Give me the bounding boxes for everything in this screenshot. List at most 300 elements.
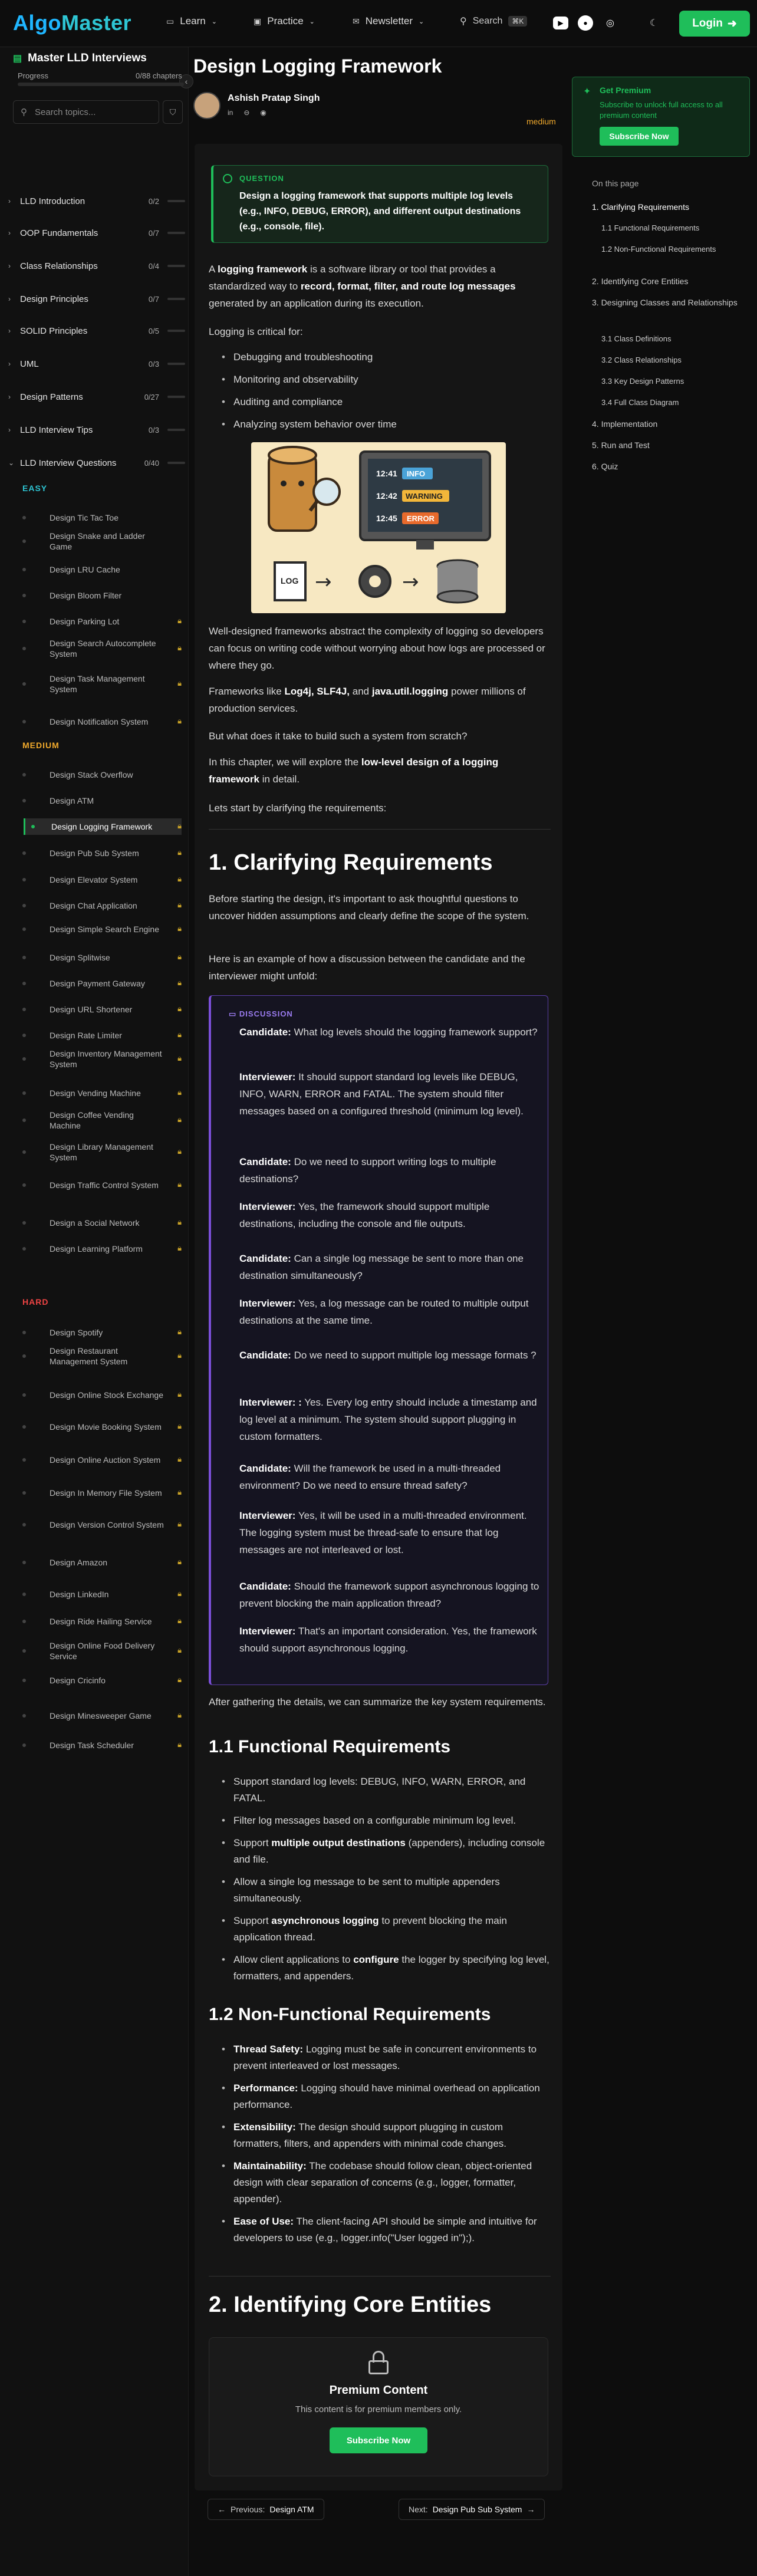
arrow-icon: → xyxy=(315,570,332,594)
interviewer-line xyxy=(239,1068,540,1120)
status-dot xyxy=(22,647,26,650)
search-button[interactable] xyxy=(460,15,527,27)
interviewer-line xyxy=(239,1623,540,1657)
sidebar-section[interactable] xyxy=(8,290,185,308)
heading-functional: 1.1 Functional Requirements xyxy=(209,1737,451,1756)
abstract-paragraph: Well-designed frameworks abstract the complexity of logging so developers can focus on writing code without worrying about how logs are processed or where they go. xyxy=(209,626,545,671)
status-dot xyxy=(22,1150,26,1154)
sidebar-section-count: 0/7 xyxy=(148,228,159,238)
sidebar-section-count: 0/7 xyxy=(148,294,159,304)
toc-item[interactable]: 6. Quiz xyxy=(592,462,618,471)
search-placeholder: Search topics... xyxy=(35,107,96,117)
sidebar-item-label: Design Movie Booking System xyxy=(50,1422,162,1432)
lock-icon: 🔒︎ xyxy=(177,1422,182,1431)
sidebar-item[interactable] xyxy=(28,561,182,578)
toc-item[interactable]: 4. Implementation xyxy=(592,419,658,429)
status-dot xyxy=(22,956,26,959)
speaker: Interviewer: xyxy=(239,1071,296,1083)
github-icon[interactable]: ● xyxy=(578,15,593,31)
status-dot xyxy=(22,1354,26,1358)
sidebar-item-label: Design Pub Sub System xyxy=(50,848,139,858)
book-icon: ▤ xyxy=(13,54,22,64)
chapter-paragraph: In this chapter, we will explore the low-level design of a logging framework in detail. xyxy=(209,756,499,785)
sidebar-section-label: LLD Interview Tips xyxy=(20,425,93,435)
theme-toggle-icon[interactable]: ☾ xyxy=(649,18,659,28)
list-item: • Monitoring and observability xyxy=(222,371,552,388)
sidebar-item-label: Design URL Shortener xyxy=(50,1005,133,1014)
section-progress-bar xyxy=(167,200,185,202)
candidate-line xyxy=(239,1250,540,1284)
lock-icon: 🔒︎ xyxy=(177,1328,182,1337)
log-level: WARNING xyxy=(406,492,443,501)
candidate-line xyxy=(239,1578,540,1612)
sidebar-item-label: Design Parking Lot xyxy=(50,617,120,626)
search-label: Search xyxy=(472,16,503,26)
sidebar-item[interactable] xyxy=(28,792,182,809)
sidebar-section-count: 0/40 xyxy=(144,458,159,468)
speech: Can a single log message be sent to more than one destination simultaneously? xyxy=(239,1253,524,1281)
sidebar-item[interactable] xyxy=(28,766,182,783)
list-item: • Support multiple output destinations (appenders), including console and file. xyxy=(222,1835,552,1868)
sidebar-section-label: OOP Fundamentals xyxy=(20,228,98,238)
lock-icon: 🔒︎ xyxy=(177,1676,182,1685)
nav-learn-label: Learn xyxy=(180,15,206,27)
sidebar-item[interactable] xyxy=(28,1708,182,1724)
sidebar-item-label: Design Library Management System xyxy=(50,1142,153,1162)
list-item: • Allow client applications to configure the logger by specifying log level, formatters, and appenders. xyxy=(222,1952,552,1985)
search-icon: ⚲ xyxy=(460,17,467,27)
chevron-right-icon: › xyxy=(8,262,11,270)
author-name: Ashish Pratap Singh xyxy=(228,93,320,103)
sidebar-item-label: Design Search Autocomplete System xyxy=(50,639,156,659)
list-item: • Support standard log levels: DEBUG, INFO, WARN, ERROR, and FATAL. xyxy=(222,1774,552,1807)
interviewer-line xyxy=(239,1394,540,1445)
toc-item[interactable]: 2. Identifying Core Entities xyxy=(592,277,689,286)
sidebar-section-label: SOLID Principles xyxy=(20,325,88,336)
sidebar-item-label: Design Learning Platform xyxy=(50,1244,143,1254)
status-dot xyxy=(22,1679,26,1682)
sidebar-item[interactable] xyxy=(28,1513,182,1537)
sidebar-item-label: Design Vending Machine xyxy=(50,1088,141,1098)
sidebar-section[interactable] xyxy=(8,192,185,210)
sidebar-item-label: Design Splitwise xyxy=(50,953,110,962)
gear-hole xyxy=(369,575,381,587)
status-dot xyxy=(22,904,26,907)
speaker: Candidate: xyxy=(239,1156,291,1167)
sidebar-item-label: Design Notification System xyxy=(50,717,149,726)
sidebar-item[interactable] xyxy=(28,1586,182,1603)
sidebar-item[interactable] xyxy=(28,897,182,914)
sidebar-item-label: Design Online Auction System xyxy=(50,1455,161,1465)
sidebar-item[interactable] xyxy=(28,1639,182,1663)
status-dot xyxy=(22,539,26,543)
sidebar-item-label: Design a Social Network xyxy=(50,1218,140,1228)
sidebar-item-label: Design Payment Gateway xyxy=(50,979,145,988)
scratch-paragraph: But what does it take to build such a system from scratch? xyxy=(209,731,468,742)
divider xyxy=(209,829,551,830)
sidebar-item[interactable] xyxy=(28,1737,182,1753)
lock-icon: 🔒︎ xyxy=(177,717,182,726)
sidebar-item[interactable] xyxy=(28,1140,182,1164)
status-dot xyxy=(22,1331,26,1334)
log-top xyxy=(269,447,316,463)
discord-icon[interactable]: ◎ xyxy=(606,18,614,28)
login-label: Login xyxy=(692,17,723,29)
lock-icon: 🔒︎ xyxy=(177,1116,182,1124)
sidebar-section-label: Design Principles xyxy=(20,294,88,304)
sidebar-item[interactable] xyxy=(28,713,182,730)
lock-icon: 🔒︎ xyxy=(177,1390,182,1399)
start-paragraph: Lets start by clarifying the requirements: xyxy=(209,802,387,814)
sidebar-section[interactable] xyxy=(8,454,185,472)
get-premium-card xyxy=(572,77,750,157)
candidate-line xyxy=(239,1460,540,1494)
speaker: Candidate: xyxy=(239,1463,291,1474)
previous-button[interactable]: ← Previous: Design ATM xyxy=(208,2499,324,2520)
get-premium-title: Get Premium xyxy=(600,85,651,95)
login-icon: ➜ xyxy=(727,17,737,30)
progress-bar xyxy=(18,83,184,86)
question-text: Design a logging framework that supports multiple log levels (e.g., INFO, DEBUG, ERROR), and different output destinations (e.g., console, file). xyxy=(239,191,521,232)
sidebar-title xyxy=(13,52,147,65)
logging-illustration xyxy=(251,442,506,613)
toc-item[interactable]: 3.4 Full Class Diagram xyxy=(601,398,679,407)
status-dot xyxy=(22,1183,26,1187)
lock-icon xyxy=(368,2351,389,2373)
sidebar-item[interactable] xyxy=(28,1108,182,1132)
sidebar-item[interactable] xyxy=(28,637,182,660)
sidebar-section[interactable] xyxy=(8,388,185,406)
sidebar-section[interactable] xyxy=(8,257,185,275)
chevron-down-icon: ⌄ xyxy=(211,18,217,25)
chevron-right-icon: › xyxy=(8,426,11,434)
sidebar-title-text: Master LLD Interviews xyxy=(28,52,147,64)
speaker: Interviewer: : xyxy=(239,1397,302,1408)
sidebar-item-label: Design ATM xyxy=(50,796,94,805)
status-dot xyxy=(22,1714,26,1718)
log-character xyxy=(269,454,316,531)
speech: Yes, a log message can be routed to multiple output destinations at the same time. xyxy=(239,1298,529,1326)
nav-newsletter-label: Newsletter xyxy=(365,15,413,27)
lock-icon: 🔒︎ xyxy=(177,1244,182,1253)
status-dot xyxy=(22,620,26,623)
status-dot xyxy=(22,1008,26,1011)
status-dot xyxy=(22,1091,26,1095)
sidebar-section-count: 0/3 xyxy=(148,425,159,435)
speech: Yes, it will be used in a multi-threaded environment. The logging system must be thread-safe to ensure that log messages are not interleaved or lost. xyxy=(239,1510,527,1555)
critical-list xyxy=(222,349,552,439)
speaker: Interviewer: xyxy=(239,1298,296,1309)
after-paragraph: After gathering the details, we can summarize the key system requirements. xyxy=(209,1696,546,1708)
sidebar-item-label: Design Bloom Filter xyxy=(50,591,122,600)
lock-icon: 🔒︎ xyxy=(177,1455,182,1464)
premium-title: Premium Content xyxy=(329,2384,428,2397)
search-icon: ⚲ xyxy=(21,107,27,117)
sidebar-item[interactable] xyxy=(28,1481,182,1505)
chevron-right-icon: › xyxy=(8,197,11,205)
discussion-tag xyxy=(229,1009,293,1019)
status-dot xyxy=(22,799,26,802)
sidebar-item[interactable] xyxy=(28,845,182,861)
nav-newsletter[interactable] xyxy=(353,15,424,27)
lock-icon: 🔒︎ xyxy=(177,1180,182,1189)
sidebar-search-input[interactable] xyxy=(13,100,159,124)
logo-text-b: Master xyxy=(61,11,132,35)
lock-icon: 🔒︎ xyxy=(177,679,182,688)
critical-intro: Logging is critical for: xyxy=(209,326,303,337)
before-paragraph: Before starting the design, it's important to ask thoughtful questions to uncover hidden assumptions and clearly define the scope of the system. xyxy=(209,893,529,922)
toc-item[interactable]: 1. Clarifying Requirements xyxy=(592,202,689,212)
next-button[interactable]: Next: Design Pub Sub System → xyxy=(399,2499,545,2520)
sidebar-section-count: 0/4 xyxy=(148,261,159,271)
sidebar-item[interactable] xyxy=(28,1610,182,1633)
chevron-right-icon: › xyxy=(8,295,11,303)
lock-icon: 🔒︎ xyxy=(177,822,182,831)
example-paragraph: Here is an example of how a discussion between the candidate and the interviewer might unfold: xyxy=(209,953,525,982)
log-time: 12:45 xyxy=(376,514,397,523)
section-progress-bar xyxy=(167,429,185,431)
sidebar-item[interactable] xyxy=(28,1173,182,1197)
sidebar-item-label: Design Logging Framework xyxy=(51,822,153,831)
get-premium-text: Subscribe to unlock full access to all premium content xyxy=(600,100,723,120)
lock-icon: 🔒︎ xyxy=(177,1088,182,1097)
chevron-right-icon: › xyxy=(8,360,11,368)
subscribe-button[interactable]: Subscribe Now xyxy=(330,2427,427,2453)
lock-icon: 🔒︎ xyxy=(177,1711,182,1720)
log-time: 12:41 xyxy=(376,469,397,478)
chat-icon: ▭ xyxy=(229,1009,237,1018)
github-icon[interactable]: ◉ xyxy=(260,108,266,117)
list-item: • Performance: Logging should have minimal overhead on application performance. xyxy=(222,2080,552,2113)
sidebar-item-label: Design Tic Tac Toe xyxy=(50,513,119,522)
speech: Should the framework support asynchronous logging to prevent blocking the main application thread? xyxy=(239,1581,539,1609)
sidebar-item-label: Design Chat Application xyxy=(50,901,137,910)
section-progress-bar xyxy=(167,363,185,365)
nav-practice[interactable] xyxy=(254,15,315,27)
sidebar-item[interactable] xyxy=(28,529,182,553)
youtube-icon[interactable]: ▶ xyxy=(553,17,568,29)
logging-illustration-svg xyxy=(251,442,506,613)
status-dot xyxy=(22,1425,26,1429)
toc-item[interactable]: 1.1 Functional Requirements xyxy=(601,223,700,232)
log-eye xyxy=(298,481,304,486)
nonfunctional-list xyxy=(222,2041,552,2252)
list-item: • Thread Safety: Logging must be safe in concurrent environments to prevent interleaved or lost messages. xyxy=(222,2041,552,2074)
lock-icon: 🔒︎ xyxy=(177,1351,182,1360)
list-item: • Auditing and compliance xyxy=(222,394,552,410)
sidebar-item[interactable] xyxy=(28,509,182,526)
link-icon[interactable]: ⊖ xyxy=(243,108,250,117)
logo[interactable] xyxy=(13,11,131,35)
status-dot xyxy=(31,825,35,828)
linkedin-icon[interactable]: in xyxy=(228,108,233,117)
interviewer-line xyxy=(239,1198,540,1232)
lock-icon: 🔒︎ xyxy=(177,1520,182,1529)
sidebar-item[interactable] xyxy=(28,917,182,941)
search-shortcut: ⌘K xyxy=(508,16,527,27)
sidebar-item[interactable] xyxy=(28,1241,182,1257)
sidebar-item[interactable] xyxy=(28,1415,182,1439)
lock-icon: 🔒︎ xyxy=(177,1147,182,1156)
list-item: • Filter log messages based on a configurable minimum log level. xyxy=(222,1812,552,1829)
sidebar-item[interactable] xyxy=(28,1554,182,1571)
nav-learn[interactable] xyxy=(166,15,217,27)
status-dot xyxy=(22,1034,26,1037)
status-dot xyxy=(22,682,26,686)
status-dot xyxy=(22,594,26,597)
sidebar-item[interactable] xyxy=(28,1324,182,1341)
magnifier-icon xyxy=(314,479,340,505)
status-dot xyxy=(22,1118,26,1122)
status-dot xyxy=(22,1491,26,1495)
sidebar-item[interactable] xyxy=(28,975,182,992)
chevron-down-icon: ⌄ xyxy=(309,18,315,25)
speaker: Candidate: xyxy=(239,1027,291,1038)
status-dot xyxy=(22,878,26,881)
toc-item[interactable]: 3.3 Key Design Patterns xyxy=(601,377,684,386)
sidebar-section[interactable] xyxy=(8,355,185,373)
sidebar-item[interactable] xyxy=(24,818,182,835)
speaker: Candidate: xyxy=(239,1253,291,1264)
sidebar-section-label: Class Relationships xyxy=(20,261,98,271)
subscribe-now-button[interactable]: Subscribe Now xyxy=(600,127,679,146)
toc-item[interactable]: 5. Run and Test xyxy=(592,440,650,450)
lock-icon: 🔒︎ xyxy=(177,979,182,988)
lock-icon: 🔒︎ xyxy=(177,1218,182,1227)
sidebar-item[interactable] xyxy=(28,1047,182,1071)
sidebar-item-label: Design Cricinfo xyxy=(50,1676,106,1685)
sidebar-item-label: Design Rate Limiter xyxy=(50,1031,122,1040)
status-dot xyxy=(22,1593,26,1596)
status-dot xyxy=(22,516,26,519)
sidebar-section-label: LLD Interview Questions xyxy=(20,458,117,468)
sidebar-section-label: Design Patterns xyxy=(20,392,83,402)
login-button[interactable] xyxy=(679,11,750,37)
lock-icon: 🔒︎ xyxy=(177,1005,182,1014)
arrow-left-icon: ← xyxy=(218,2505,226,2514)
log-file-label: LOG xyxy=(281,576,299,585)
sidebar-section-count: 0/3 xyxy=(148,359,159,369)
status-dot xyxy=(22,927,26,931)
arrow-right-icon: → xyxy=(526,2505,535,2514)
sidebar-item[interactable] xyxy=(28,587,182,604)
sidebar-item-label: Design Ride Hailing Service xyxy=(50,1617,152,1626)
sidebar-section-label: LLD Introduction xyxy=(20,196,85,206)
status-dot xyxy=(22,1221,26,1225)
sidebar-item[interactable] xyxy=(28,1448,182,1472)
sidebar-item-label: Design LinkedIn xyxy=(50,1590,109,1599)
list-item: • Ease of Use: The client-facing API should be simple and intuitive for developers to use (e.g., logger.info("User logged in");). xyxy=(222,2213,552,2246)
lock-icon: 🔒︎ xyxy=(177,875,182,884)
speaker: Candidate: xyxy=(239,1581,291,1592)
status-dot xyxy=(22,1523,26,1526)
sidebar-item-label: Design Simple Search Engine xyxy=(50,925,159,934)
sidebar-item-label: Design Minesweeper Game xyxy=(50,1711,152,1720)
filter-icon[interactable]: ⛉ xyxy=(163,100,183,124)
sidebar-item-label: Design Stack Overflow xyxy=(50,770,133,779)
status-dot xyxy=(22,1743,26,1747)
chevron-right-icon: › xyxy=(8,229,11,237)
sidebar-item[interactable] xyxy=(28,949,182,966)
toc-item[interactable]: 3.2 Class Relationships xyxy=(601,356,682,364)
sidebar-section[interactable] xyxy=(8,421,185,439)
status-dot xyxy=(22,1458,26,1462)
sidebar-item[interactable] xyxy=(28,1383,182,1407)
heading-nonfunctional: 1.2 Non-Functional Requirements xyxy=(209,2005,491,2024)
sidebar-section[interactable] xyxy=(8,224,185,242)
intro-paragraph: A logging framework is a software library or tool that provides a standardized way to record, format, filter, and route log messages generated by an application during its execution. xyxy=(209,264,516,309)
section-progress-bar xyxy=(167,298,185,300)
status-dot xyxy=(22,720,26,723)
chevron-right-icon: › xyxy=(8,393,11,401)
sidebar-item[interactable] xyxy=(28,1001,182,1018)
toc-item[interactable]: 1.2 Non-Functional Requirements xyxy=(601,245,716,254)
sidebar-item[interactable] xyxy=(28,1215,182,1231)
sidebar-item-label: Design Coffee Vending Machine xyxy=(50,1110,134,1130)
author-block xyxy=(193,92,320,119)
sidebar-item[interactable] xyxy=(28,1027,182,1044)
collapse-sidebar-icon[interactable]: ‹ xyxy=(179,74,193,88)
log-eye xyxy=(281,481,287,486)
premium-block xyxy=(209,2337,548,2476)
sidebar-section[interactable] xyxy=(8,322,185,340)
status-dot xyxy=(22,1393,26,1397)
progress-value: 0/88 chapters xyxy=(136,71,182,80)
lock-icon: 🔒︎ xyxy=(177,848,182,857)
toc-item[interactable]: 3. Designing Classes and Relationships xyxy=(592,298,738,307)
speech: What log levels should the logging framework support? xyxy=(294,1027,538,1038)
sidebar-item[interactable] xyxy=(28,1672,182,1689)
sidebar-item[interactable] xyxy=(28,871,182,888)
status-dot xyxy=(22,1247,26,1251)
sidebar-item-label: Design Elevator System xyxy=(50,875,138,884)
difficulty-badge: medium xyxy=(526,117,556,126)
status-dot xyxy=(22,1649,26,1653)
chevron-down-icon: ⌄ xyxy=(419,18,424,25)
lock-icon: 🔒︎ xyxy=(177,1558,182,1567)
star-icon: ✦ xyxy=(583,87,591,97)
candidate-line xyxy=(239,1347,540,1364)
list-item: • Maintainability: The codebase should follow clean, object-oriented design with clear separation of concerns (e.g., logger, formatter, appender). xyxy=(222,2158,552,2207)
speaker: Candidate: xyxy=(239,1350,291,1361)
sidebar-item[interactable] xyxy=(28,1344,182,1368)
speaker: Interviewer: xyxy=(239,1201,296,1212)
lock-icon: 🔒︎ xyxy=(177,644,182,653)
premium-text: This content is for premium members only. xyxy=(295,2404,462,2414)
lock-icon: 🔒︎ xyxy=(177,925,182,933)
question-box xyxy=(211,165,548,243)
sidebar-section-label: UML xyxy=(20,358,39,369)
list-item: • Support asynchronous logging to prevent blocking the main application thread. xyxy=(222,1913,552,1946)
section-progress-bar xyxy=(167,232,185,234)
chevron-down-icon: ⌄ xyxy=(8,459,15,467)
lock-icon: 🔒︎ xyxy=(177,1031,182,1039)
page-title: Design Logging Framework xyxy=(193,55,442,77)
mail-icon: ✉ xyxy=(353,16,360,26)
logo-text-a: Algo xyxy=(13,11,61,35)
sidebar-item-label: Design Task Management System xyxy=(50,674,145,694)
toc-item[interactable]: 3.1 Class Definitions xyxy=(601,334,672,343)
lock-icon: 🔒︎ xyxy=(177,1646,182,1655)
sidebar-item[interactable] xyxy=(28,672,182,696)
status-dot xyxy=(22,851,26,855)
lock-icon: 🔒︎ xyxy=(177,617,182,626)
sidebar-item[interactable] xyxy=(28,613,182,630)
sidebar-item-label: Design Inventory Management System xyxy=(50,1049,162,1069)
arrow-icon: → xyxy=(402,570,419,594)
sidebar-item[interactable] xyxy=(28,1085,182,1101)
difficulty-label: MEDIUM xyxy=(22,741,60,750)
